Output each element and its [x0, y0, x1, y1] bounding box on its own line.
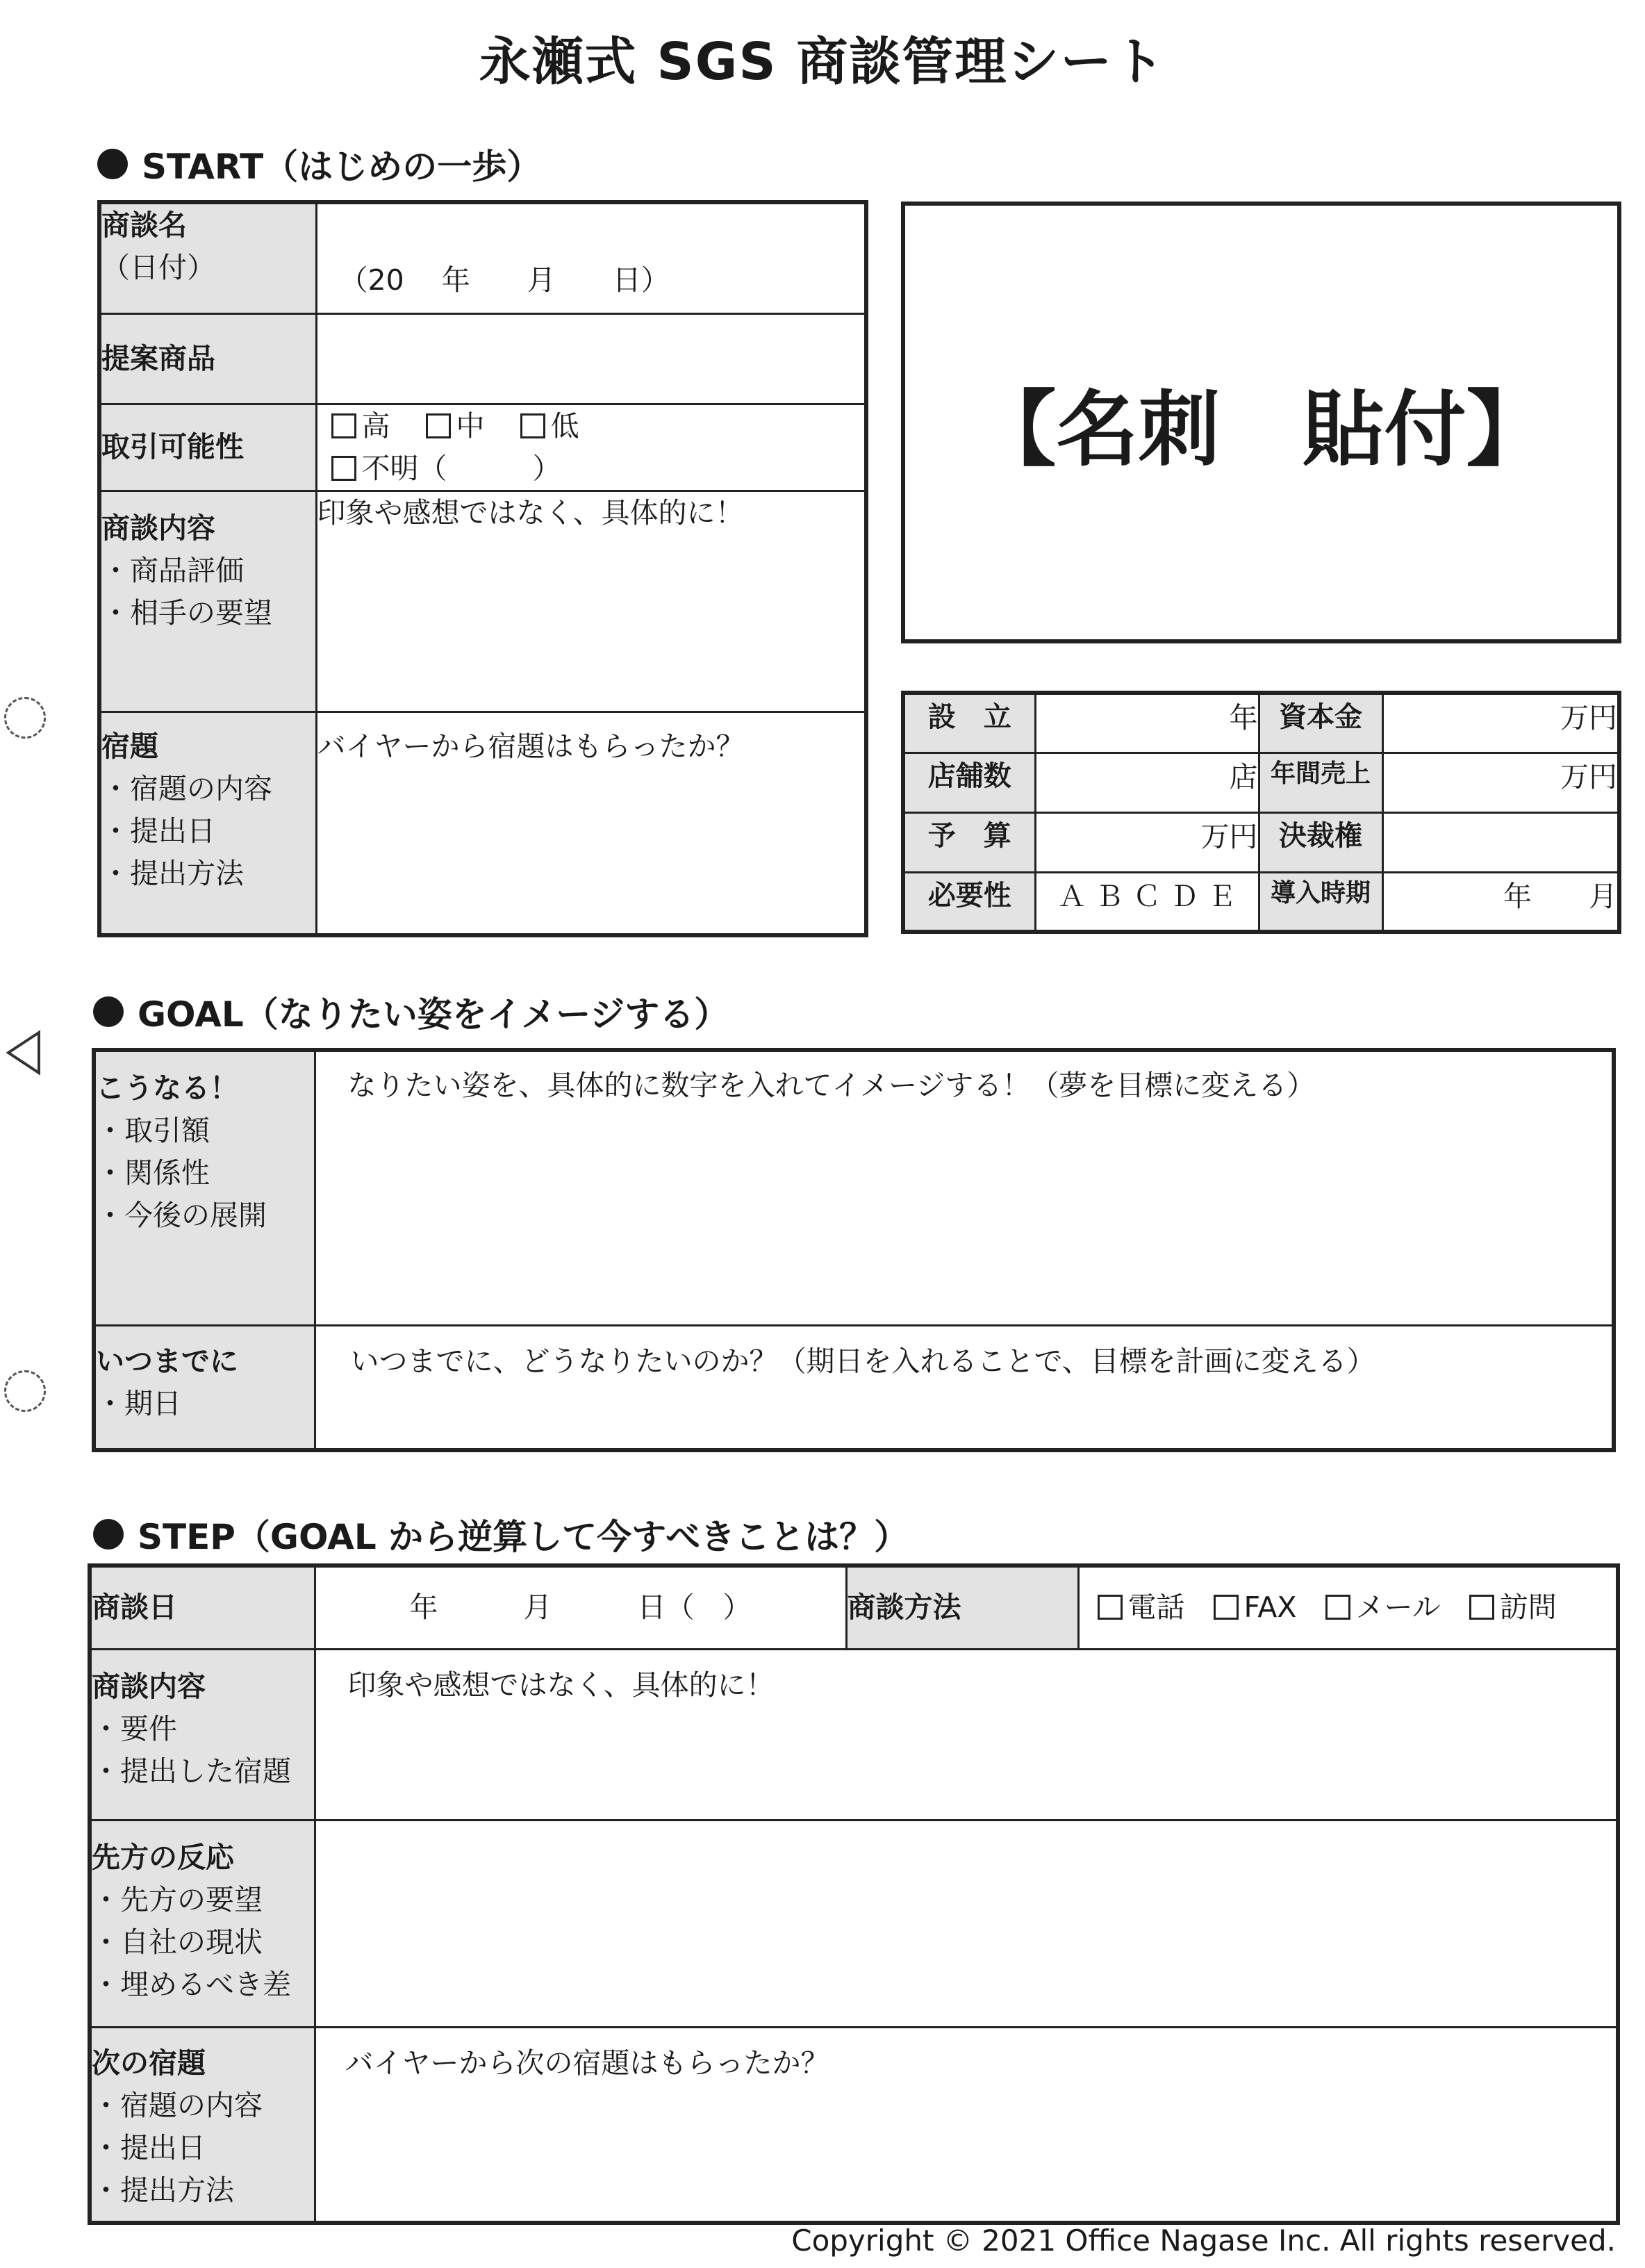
goal-deadline-row — [94, 1325, 1614, 1450]
checkbox-icon[interactable] — [1325, 1595, 1350, 1620]
sales-field[interactable]: 万円 — [1382, 753, 1619, 812]
product-row — [99, 313, 866, 404]
content-sub: ・商品評価 — [101, 553, 244, 587]
step-content-hint: 印象や感想ではなく、具体的に！ — [347, 1668, 775, 1702]
goal-outcome-field[interactable] — [315, 1050, 1614, 1325]
step-heading — [93, 1509, 909, 1559]
goal-table — [92, 1048, 1616, 1452]
homework-sub: ・提出方法 — [101, 856, 244, 890]
checkbox-icon[interactable] — [1214, 1595, 1239, 1620]
content-label-text: 商談内容 — [101, 511, 215, 545]
step-next-field[interactable] — [315, 2027, 1618, 2223]
budget-label: 予 算 — [903, 812, 1035, 872]
option-label: 中 — [456, 409, 485, 443]
possibility-options — [316, 404, 866, 491]
deal-name-field[interactable] — [316, 202, 866, 313]
deal-name-label-text: 商談名 — [101, 208, 187, 242]
need-field[interactable]: Ａ Ｂ Ｃ Ｄ Ｅ — [1035, 872, 1259, 932]
homework-label — [99, 712, 316, 935]
content-sub: ・相手の要望 — [101, 595, 272, 630]
capital-label: 資本金 — [1259, 693, 1382, 753]
company-info-table — [901, 691, 1621, 934]
possibility-option-mid[interactable] — [426, 409, 485, 443]
deal-date-hint: （20 年 月 日） — [339, 263, 670, 297]
step-reaction-sub: ・先方の要望 — [92, 1882, 263, 1916]
goal-deadline-label — [94, 1325, 315, 1450]
checkbox-icon[interactable] — [331, 413, 356, 438]
sheet-title: 永瀬式 SGS 商談管理シート — [479, 32, 1166, 92]
checkbox-icon[interactable] — [331, 456, 356, 481]
goal-outcome-sub: ・取引額 — [96, 1114, 210, 1147]
homework-hint: バイヤーから宿題はもらったか？ — [317, 729, 745, 763]
goal-deadline-sub: ・期日 — [96, 1386, 181, 1420]
option-label: 不明（ ） — [361, 451, 561, 485]
bullet-dot-icon — [97, 149, 128, 179]
stores-field[interactable]: 店 — [1035, 753, 1259, 812]
punch-hole-icon — [4, 1370, 46, 1412]
bullet-dot-icon — [93, 1519, 124, 1550]
option-label: FAX — [1243, 1591, 1297, 1625]
step-content-field[interactable] — [315, 1649, 1618, 1820]
goal-deadline-label-text: いつまでに — [96, 1344, 238, 1378]
checkbox-icon[interactable] — [426, 413, 451, 438]
checkbox-icon[interactable] — [520, 413, 545, 438]
founded-label: 設 立 — [903, 693, 1035, 753]
goal-heading — [93, 987, 729, 1037]
goal-outcome-sub: ・関係性 — [96, 1156, 210, 1190]
possibility-option-high[interactable] — [331, 409, 390, 443]
deal-name-label — [99, 202, 316, 313]
budget-field[interactable]: 万円 — [1035, 812, 1259, 872]
deal-name-row — [99, 202, 866, 313]
content-hint: 印象や感想ではなく、具体的に！ — [317, 495, 744, 529]
goal-outcome-sub: ・今後の展開 — [96, 1199, 267, 1232]
method-option-mail[interactable] — [1325, 1591, 1441, 1624]
sales-label: 年間売上 — [1259, 753, 1382, 812]
step-table — [88, 1563, 1620, 2225]
bullet-dot-icon — [93, 996, 124, 1027]
step-date-row — [90, 1566, 1618, 1649]
method-option-fax[interactable] — [1214, 1591, 1297, 1624]
homework-field[interactable] — [316, 712, 866, 935]
step-next-label — [90, 2027, 315, 2223]
step-content-label-text: 商談内容 — [92, 1669, 206, 1703]
option-label: 低 — [550, 409, 579, 443]
step-next-sub: ・宿題の内容 — [92, 2088, 263, 2122]
option-label: 高 — [361, 409, 390, 443]
product-label: 提案商品 — [99, 313, 316, 404]
possibility-row — [99, 404, 866, 491]
step-next-sub: ・提出方法 — [92, 2173, 234, 2207]
need-label: 必要性 — [903, 872, 1035, 932]
checkbox-icon[interactable] — [1469, 1595, 1494, 1620]
possibility-label: 取引可能性 — [99, 404, 316, 491]
goal-outcome-label-text: こうなる！ — [96, 1071, 238, 1105]
step-content-label — [90, 1649, 315, 1820]
goal-outcome-label — [94, 1050, 315, 1325]
step-heading-text: STEP（GOAL から逆算して今すべきことは？） — [138, 1517, 909, 1557]
step-reaction-sub: ・埋めるべき差 — [92, 1967, 291, 2001]
punch-hole-icon — [4, 697, 46, 739]
method-option-visit[interactable] — [1469, 1591, 1557, 1624]
start-heading-text: START（はじめの一歩） — [142, 147, 542, 187]
method-option-phone[interactable] — [1098, 1591, 1185, 1624]
founded-field[interactable]: 年 — [1035, 693, 1259, 753]
authority-field[interactable] — [1382, 812, 1619, 872]
possibility-option-unknown[interactable] — [331, 452, 561, 485]
goal-outcome-hint: なりたい姿を、具体的に数字を入れてイメージする！（夢を目標に変える） — [347, 1069, 1316, 1102]
capital-field[interactable]: 万円 — [1382, 693, 1619, 753]
business-card-area[interactable]: 【名刺 貼付】 — [901, 202, 1621, 643]
homework-row — [99, 712, 866, 935]
homework-sub: ・宿題の内容 — [101, 771, 272, 805]
step-content-sub: ・提出した宿題 — [92, 1754, 291, 1788]
step-date-field[interactable]: 年 月 日（ ） — [315, 1566, 846, 1649]
step-method-label: 商談方法 — [846, 1566, 1078, 1649]
step-method-options — [1078, 1566, 1618, 1649]
timing-label: 導入時期 — [1259, 872, 1382, 932]
start-table — [97, 200, 868, 937]
step-reaction-row — [90, 1820, 1618, 2027]
step-next-hint: バイヤーから次の宿題はもらったか？ — [345, 2046, 829, 2080]
content-row — [99, 491, 866, 712]
possibility-option-low[interactable] — [520, 409, 579, 443]
checkbox-icon[interactable] — [1098, 1595, 1123, 1620]
option-label: 電話 — [1127, 1591, 1185, 1625]
step-content-sub: ・要件 — [92, 1711, 177, 1745]
authority-label: 決裁権 — [1259, 812, 1382, 872]
goal-heading-text: GOAL（なりたい姿をイメージする） — [138, 994, 729, 1035]
step-reaction-label-text: 先方の反応 — [92, 1840, 234, 1874]
option-label: 訪問 — [1499, 1591, 1557, 1625]
step-next-row — [90, 2027, 1618, 2223]
option-label: メール — [1355, 1591, 1441, 1625]
start-heading — [97, 139, 541, 189]
stores-label: 店舗数 — [903, 753, 1035, 812]
goal-outcome-row — [94, 1050, 1614, 1325]
step-content-row — [90, 1649, 1618, 1820]
step-next-label-text: 次の宿題 — [92, 2046, 206, 2080]
step-reaction-field[interactable] — [315, 1820, 1618, 2027]
product-field[interactable] — [316, 313, 866, 404]
deal-name-label-date: （日付） — [101, 251, 215, 284]
step-date-label: 商談日 — [90, 1566, 315, 1649]
homework-sub: ・提出日 — [101, 814, 215, 848]
copyright: Copyright © 2021 Office Nagase Inc. All rights reserved. — [791, 2224, 1616, 2258]
step-reaction-label — [90, 1820, 315, 2027]
content-label — [99, 491, 316, 712]
timing-field[interactable]: 年 月 — [1382, 872, 1619, 932]
step-reaction-sub: ・自社の現状 — [92, 1925, 263, 1959]
goal-deadline-hint: いつまでに、どうなりたいのか？（期日を入れることで、目標を計画に変える） — [350, 1344, 1375, 1378]
goal-deadline-field[interactable] — [315, 1325, 1614, 1450]
step-next-sub: ・提出日 — [92, 2130, 206, 2164]
triangle-marker-icon — [6, 1030, 42, 1078]
content-field[interactable] — [316, 491, 866, 712]
homework-label-text: 宿題 — [101, 729, 158, 763]
